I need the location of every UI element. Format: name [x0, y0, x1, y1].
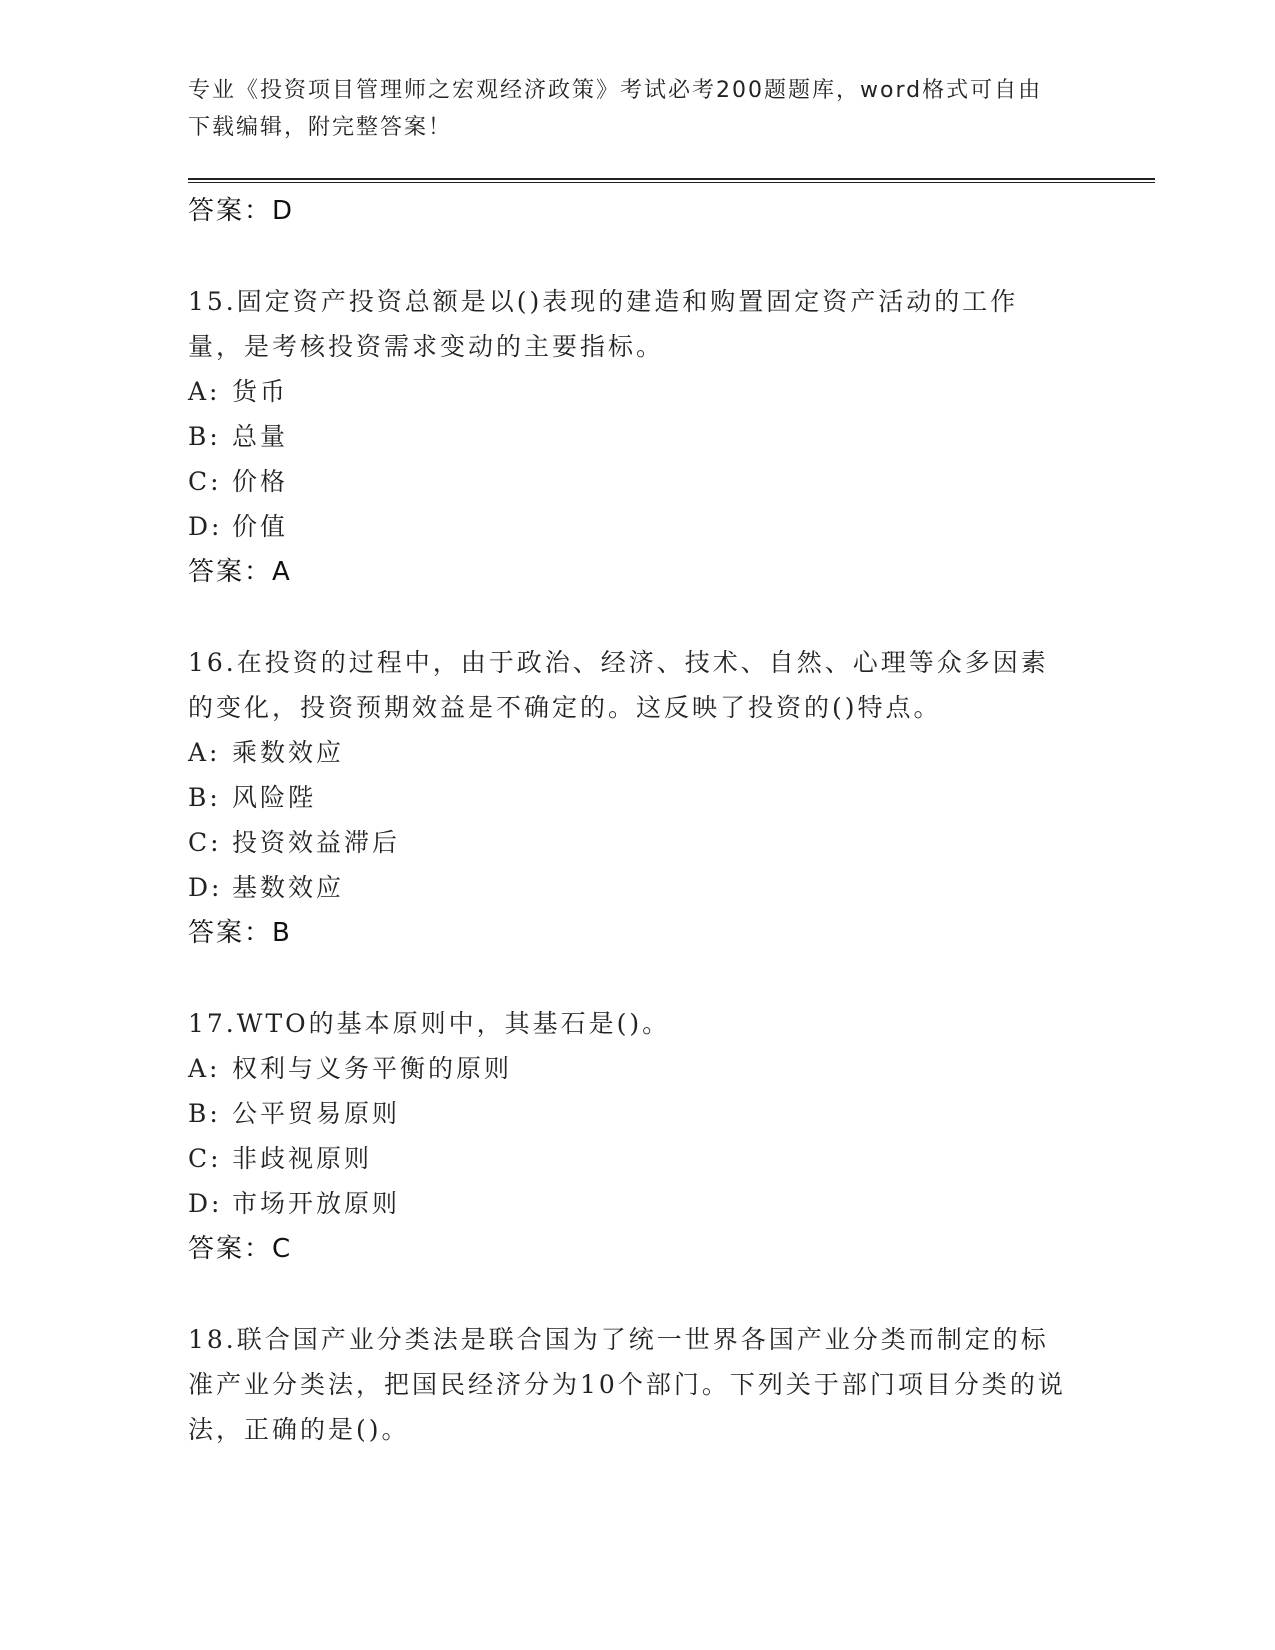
option-item — [188, 1136, 1088, 1181]
question-text — [188, 1001, 1068, 1046]
option-text: 非歧视原则 — [232, 1144, 373, 1173]
option-item — [188, 775, 1088, 820]
answer-line — [188, 549, 1088, 595]
question-block — [188, 640, 1088, 956]
option-letter: A: — [188, 1054, 221, 1083]
question-text — [188, 279, 1068, 369]
option-letter: D: — [188, 512, 223, 541]
option-item — [188, 1046, 1088, 1091]
option-text: 投资效益滞后 — [232, 828, 401, 857]
option-item — [188, 1091, 1088, 1136]
option-item — [188, 730, 1088, 775]
question-stem: 在投资的过程中，由于政治、经济、技术、自然、心理等众多因素的变化，投资预期效益是不确定的。这反映了投资的()特点。 — [188, 648, 1049, 722]
question-stem: 固定资产投资总额是以()表现的建造和购置固定资产活动的工作量，是考核投资需求变动的主要指标。 — [188, 287, 1019, 361]
option-text: 基数效应 — [232, 873, 345, 902]
question-stem: WTO的基本原则中，其基石是()。 — [236, 1009, 671, 1038]
option-item — [188, 414, 1088, 459]
answer-value: A — [272, 557, 292, 587]
option-letter: D: — [188, 1189, 223, 1218]
option-letter: C: — [188, 1144, 222, 1173]
option-letter: B: — [188, 422, 221, 451]
option-letter: A: — [188, 377, 221, 406]
option-text: 公平贸易原则 — [232, 1099, 401, 1128]
option-item — [188, 504, 1088, 549]
question-number: 15. — [188, 287, 237, 316]
option-item — [188, 459, 1088, 504]
document-header — [188, 72, 1068, 146]
question-block — [188, 1001, 1088, 1272]
question-block — [188, 1317, 1088, 1452]
header-divider — [188, 178, 1155, 183]
question-list — [188, 188, 1088, 1497]
option-letter: D: — [188, 873, 223, 902]
option-letter: C: — [188, 828, 222, 857]
option-text: 货币 — [232, 377, 289, 406]
option-text: 总量 — [232, 422, 289, 451]
option-text: 乘数效应 — [232, 738, 345, 767]
answer-label: 答案： — [188, 918, 273, 948]
option-letter: B: — [188, 783, 221, 812]
question-number: 16. — [188, 648, 237, 677]
question-text — [188, 1317, 1068, 1452]
option-text: 市场开放原则 — [232, 1189, 401, 1218]
option-item — [188, 865, 1088, 910]
question-number: 18. — [188, 1325, 237, 1354]
option-letter: C: — [188, 467, 222, 496]
question-stem: 联合国产业分类法是联合国为了统一世界各国产业分类而制定的标准产业分类法，把国民经济分为10个部门。下列关于部门项目分类的说法，正确的是()。 — [188, 1325, 1066, 1444]
option-text: 风险陛 — [232, 783, 317, 812]
option-item — [188, 369, 1088, 414]
option-letter: B: — [188, 1099, 221, 1128]
questions-container — [188, 279, 1088, 1452]
header-line-1: 专业《投资项目管理师之宏观经济政策》考试必考200题题库，word格式可自由 — [188, 78, 1043, 103]
answer-label: 答案： — [188, 1234, 273, 1264]
answer-label: 答案： — [188, 557, 273, 587]
question-block — [188, 279, 1088, 595]
option-item — [188, 1181, 1088, 1226]
header-line-2: 下载编辑，附完整答案！ — [188, 115, 453, 140]
answer-line — [188, 910, 1088, 956]
option-text: 价格 — [232, 467, 289, 496]
answer-value: B — [272, 918, 292, 948]
answer-label: 答案： — [188, 196, 273, 226]
question-text — [188, 640, 1068, 730]
previous-answer — [188, 188, 1088, 234]
answer-value: D — [272, 196, 295, 226]
option-text: 价值 — [232, 512, 289, 541]
answer-line — [188, 1226, 1088, 1272]
option-item — [188, 820, 1088, 865]
option-letter: A: — [188, 738, 221, 767]
answer-value: C — [272, 1234, 293, 1264]
option-text: 权利与义务平衡的原则 — [232, 1054, 513, 1083]
question-number: 17. — [188, 1009, 237, 1038]
